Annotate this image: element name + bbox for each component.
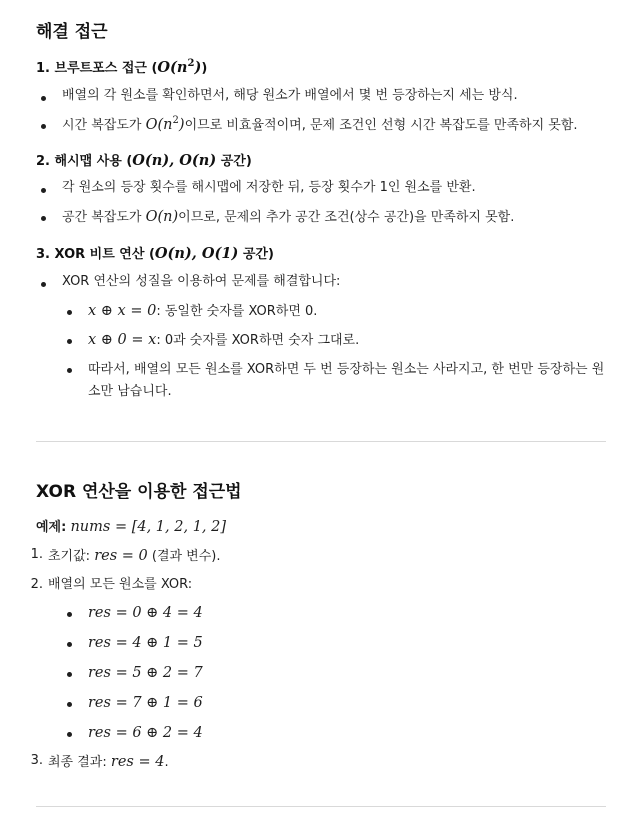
xor-step-math: res = 6 ⊕ 2 = 4 [88,724,203,741]
method-2-bullets [36,179,606,228]
list-item: x ⊕ x = 0: 동일한 숫자를 XOR하면 0. [62,301,606,322]
list-item: 각 원소의 등장 횟수를 해시맵에 저장한 뒤, 등장 횟수가 1인 원소를 반환. [36,179,606,198]
steps-list [30,546,606,773]
xor-step-math: res = 7 ⊕ 1 = 6 [88,694,203,711]
method-3-heading-math: O(n), O(1) [154,245,239,262]
xor-steps-list [62,603,606,744]
list-item: 3. 최종 결과: res = 4. [30,752,169,770]
method-1-bullets [36,87,606,136]
list-item: 1. 초기값: res = 0 (결과 변수). [30,547,221,564]
section-title-approach: 해결 접근 [36,22,108,42]
list-item: 시간 복잡도가 $O(n^2)$이므로 비효율적이며, 문제 조건인 선형 시간 복잡도를 만족하지 못함. [36,115,606,136]
section-divider [36,441,606,442]
xor-step-math: res = 5 ⊕ 2 = 7 [88,664,203,681]
complexity-math: $O(n^2)$ [145,115,185,133]
list-item: 공간 복잡도가 O(n)이므로, 문제의 추가 공간 조건(상수 공간)을 만족하지 못함. [36,207,606,228]
list-item [62,633,606,654]
method-1-heading-prefix: 1. 브루트포스 접근 ( [36,61,158,76]
method-2-heading-prefix: 2. 해시맵 사용 ( [36,154,133,169]
section-title-xor-approach: XOR 연산을 이용한 접근법 [36,482,242,502]
complexity-math: O(n) [145,208,179,225]
list-item: XOR 연산의 성질을 이용하여 문제를 해결합니다: x ⊕ x = 0: 동일한 숫자를 XOR하면 0. x ⊕ 0 = x: 0과 숫자를 XOR하면 숫자 그대로. 따라서, 배열의 모든 원소를 XOR하면 두 번 등장하는 원소는 사라지고, 한 번만 등장하는 원소만 남습니다. [36,273,606,403]
section-divider [36,806,606,807]
xor-property-list [62,301,606,403]
method-3-heading-prefix: 3. XOR 비트 연산 ( [36,247,155,262]
method-1-heading [36,58,606,78]
method-3-bullets [36,273,606,403]
xor-property-math: x ⊕ x = 0 [88,302,157,319]
method-3-heading [36,244,606,264]
method-2-heading-suffix: 공간) [216,154,252,169]
method-1-heading-suffix: ) [201,61,208,76]
xor-property-math: x ⊕ 0 = x [88,331,157,348]
method-3-heading-suffix: 공간) [238,247,274,262]
xor-step-math: res = 4 ⊕ 1 = 5 [88,634,203,651]
step-math: res = 0 [94,548,148,564]
example-label: 예제: [36,520,67,535]
method-2-heading [36,151,606,171]
list-item: 배열의 각 원소를 확인하면서, 해당 원소가 배열에서 몇 번 등장하는지 세는 방식. [36,87,606,106]
list-item: 2. 배열의 모든 원소를 XOR: res = 0 ⊕ 4 = 4 res = 4 ⊕ 1 = 5 res = 5 ⊕ 2 = 7 res = 7 ⊕ 1 = 6 res = 6 ⊕ 2 = 4 [36,576,606,744]
list-item [62,693,606,714]
list-item [62,723,606,744]
step-math: res = 4 [110,753,165,770]
list-item: 따라서, 배열의 모든 원소를 XOR하면 두 번 등장하는 원소는 사라지고, 한 번만 등장하는 원소만 남습니다. [62,359,606,403]
method-1-heading-math: $O(n^2)$ [157,58,202,76]
list-item: x ⊕ 0 = x: 0과 숫자를 XOR하면 숫자 그대로. [62,330,606,351]
list-item [62,663,606,684]
example-math: nums = [4, 1, 2, 1, 2] [70,519,227,535]
example-line [36,517,606,538]
xor-step-math: res = 0 ⊕ 4 = 4 [88,604,203,621]
list-item [62,603,606,624]
method-2-heading-math: O(n), O(n) [132,152,217,169]
